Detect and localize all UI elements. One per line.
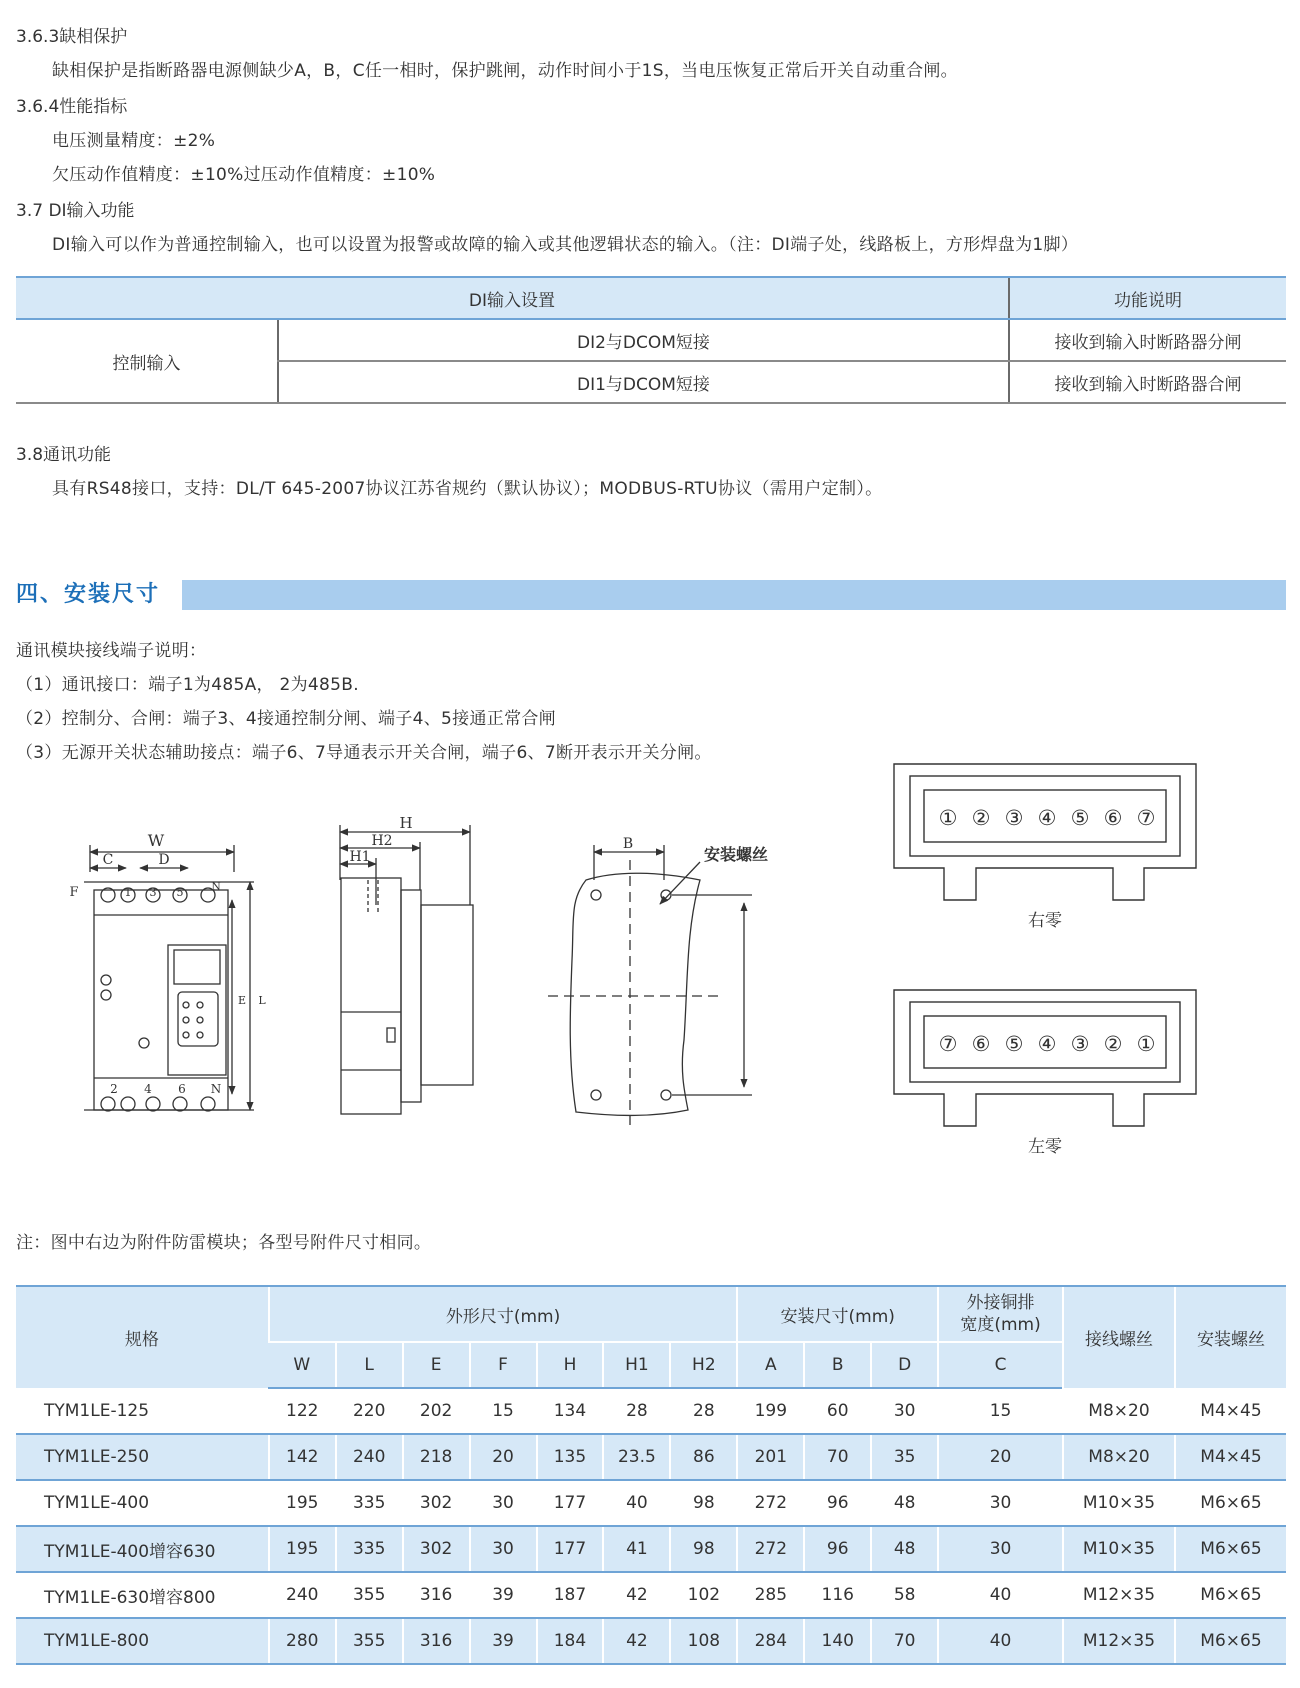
- di-setting-cell: DI1与DCOM短接: [278, 361, 1009, 403]
- heading-3-6-4: 3.6.4性能指标: [16, 97, 128, 117]
- model-cell: TYM1LE-400增容630: [16, 1526, 269, 1572]
- connector-right-zero: [894, 764, 1196, 900]
- di-input-table: [16, 276, 1286, 404]
- value-cell: 20: [470, 1434, 537, 1480]
- dim-label-f: F: [69, 885, 79, 900]
- dim-label-d: D: [158, 852, 170, 868]
- value-cell: 30: [470, 1480, 537, 1526]
- di-desc-cell: 接收到输入时断路器分闸: [1009, 319, 1286, 361]
- terminal-top-5: 5: [176, 886, 184, 899]
- front-view: [84, 845, 254, 1111]
- value-cell: 39: [470, 1618, 537, 1664]
- left-pin-1: ①: [1136, 1032, 1156, 1056]
- value-cell: M12×35: [1063, 1618, 1175, 1664]
- value-cell: 302: [403, 1526, 470, 1572]
- subheader-a: A: [737, 1342, 804, 1388]
- value-cell: 195: [269, 1526, 336, 1572]
- left-pin-2: ②: [1103, 1032, 1123, 1056]
- subheader-c: C: [938, 1342, 1063, 1388]
- value-cell: 220: [336, 1388, 403, 1434]
- value-cell: 23.5: [603, 1434, 670, 1480]
- value-cell: 98: [670, 1526, 737, 1572]
- header-busbar-line2: 宽度(mm): [960, 1315, 1041, 1335]
- value-cell: M8×20: [1063, 1388, 1175, 1434]
- di-desc-cell: 接收到输入时断路器合闸: [1009, 361, 1286, 403]
- terminal-intro: 通讯模块接线端子说明：: [16, 641, 207, 661]
- subheader-h2: H2: [670, 1342, 737, 1388]
- value-cell: 177: [537, 1526, 604, 1572]
- value-cell: 30: [938, 1480, 1063, 1526]
- subheader-w: W: [269, 1342, 336, 1388]
- paragraph-communication: 具有RS48接口，支持：DL/T 645-2007协议江苏省规约（默认协议）；MODBUS-RTU协议（需用户定制）。: [52, 479, 883, 499]
- value-cell: 30: [871, 1388, 938, 1434]
- terminal-item-2: （2）控制分、合闸：端子3、4接通控制分闸、端子4、5接通正常合闸: [16, 709, 556, 729]
- spec-table: [16, 1285, 1286, 1665]
- dim-label-w: W: [147, 831, 165, 850]
- value-cell: 35: [871, 1434, 938, 1480]
- header-install-dimensions: 安装尺寸(mm): [737, 1286, 938, 1342]
- value-cell: 272: [737, 1526, 804, 1572]
- value-cell: 355: [336, 1572, 403, 1618]
- diagram-note: 注：图中右边为附件防雷模块；各型号附件尺寸相同。: [16, 1233, 432, 1253]
- subheader-h1: H1: [603, 1342, 670, 1388]
- value-cell: 15: [470, 1388, 537, 1434]
- section-4-band: [182, 580, 1286, 610]
- left-pin-3: ③: [1070, 1032, 1090, 1056]
- value-cell: 40: [938, 1572, 1063, 1618]
- value-cell: 135: [537, 1434, 604, 1480]
- value-cell: M4×45: [1175, 1388, 1286, 1434]
- model-cell: TYM1LE-400: [16, 1480, 269, 1526]
- value-cell: 40: [603, 1480, 670, 1526]
- value-cell: 184: [537, 1618, 604, 1664]
- value-cell: 285: [737, 1572, 804, 1618]
- right-pin-4: ④: [1037, 806, 1057, 830]
- value-cell: 20: [938, 1434, 1063, 1480]
- model-cell: TYM1LE-125: [16, 1388, 269, 1434]
- voltage-accuracy: 电压测量精度：±2%: [52, 131, 216, 151]
- action-accuracy: 欠压动作值精度：±10%过压动作值精度：±10%: [52, 165, 436, 185]
- dim-label-h: H: [399, 814, 413, 832]
- table-row: [16, 1388, 1286, 1434]
- terminal-item-1: （1）通讯接口：端子1为485A， 2为485B.: [16, 675, 359, 695]
- right-pin-6: ⑥: [1103, 806, 1123, 830]
- subheader-e: E: [403, 1342, 470, 1388]
- table-row: [16, 319, 1286, 361]
- table-row: [16, 1526, 1286, 1572]
- left-pin-6: ⑥: [971, 1032, 991, 1056]
- right-pin-3: ③: [1004, 806, 1024, 830]
- model-cell: TYM1LE-250: [16, 1434, 269, 1480]
- terminal-top-n: N: [211, 880, 221, 893]
- value-cell: 202: [403, 1388, 470, 1434]
- di-col-setting-header: DI输入设置: [16, 277, 1009, 319]
- value-cell: 142: [269, 1434, 336, 1480]
- value-cell: 199: [737, 1388, 804, 1434]
- value-cell: 96: [804, 1480, 871, 1526]
- dim-label-h1: H1: [349, 849, 371, 865]
- value-cell: 48: [871, 1526, 938, 1572]
- dim-label-e: E: [237, 994, 247, 1007]
- value-cell: 240: [336, 1434, 403, 1480]
- header-wire-screw: 接线螺丝: [1063, 1286, 1175, 1388]
- value-cell: M4×45: [1175, 1434, 1286, 1480]
- value-cell: 272: [737, 1480, 804, 1526]
- di-col-function-header: 功能说明: [1009, 277, 1286, 319]
- value-cell: 40: [938, 1618, 1063, 1664]
- model-cell: TYM1LE-630增容800: [16, 1572, 269, 1618]
- value-cell: M6×65: [1175, 1618, 1286, 1664]
- value-cell: 42: [603, 1618, 670, 1664]
- value-cell: M12×35: [1063, 1572, 1175, 1618]
- value-cell: 70: [804, 1434, 871, 1480]
- table-row: [16, 1480, 1286, 1526]
- section-4-title: 四、安装尺寸: [16, 582, 161, 607]
- value-cell: 70: [871, 1618, 938, 1664]
- value-cell: 177: [537, 1480, 604, 1526]
- value-cell: 96: [804, 1526, 871, 1572]
- terminal-top-3: 3: [149, 886, 157, 899]
- header-mount-screw: 安装螺丝: [1175, 1286, 1286, 1388]
- value-cell: 60: [804, 1388, 871, 1434]
- di-group-cell: 控制输入: [16, 319, 278, 403]
- paragraph-di-input: DI输入可以作为普通控制输入，也可以设置为报警或故障的输入或其他逻辑状态的输入。（注：DI端子处，线路板上，方形焊盘为1脚）: [52, 235, 1079, 255]
- table-row: [16, 1434, 1286, 1480]
- value-cell: 39: [470, 1572, 537, 1618]
- section-4-header: [16, 578, 1286, 612]
- value-cell: M10×35: [1063, 1480, 1175, 1526]
- di-setting-cell: DI2与DCOM短接: [278, 319, 1009, 361]
- right-pin-7: ⑦: [1136, 806, 1156, 830]
- value-cell: 134: [537, 1388, 604, 1434]
- value-cell: 201: [737, 1434, 804, 1480]
- left-pin-5: ⑤: [1004, 1032, 1024, 1056]
- terminal-bottom-4: 4: [144, 1082, 152, 1096]
- connector-left-zero: [894, 990, 1196, 1126]
- value-cell: 42: [603, 1572, 670, 1618]
- table-row: [16, 1572, 1286, 1618]
- value-cell: M8×20: [1063, 1434, 1175, 1480]
- value-cell: 240: [269, 1572, 336, 1618]
- value-cell: 302: [403, 1480, 470, 1526]
- left-pin-7: ⑦: [938, 1032, 958, 1056]
- value-cell: 218: [403, 1434, 470, 1480]
- value-cell: 280: [269, 1618, 336, 1664]
- mounting-template: [548, 845, 752, 1125]
- value-cell: 187: [537, 1572, 604, 1618]
- subheader-b: B: [804, 1342, 871, 1388]
- heading-3-6-3: 3.6.3缺相保护: [16, 27, 128, 47]
- dim-label-h2: H2: [371, 833, 393, 849]
- right-pin-1: ①: [938, 806, 958, 830]
- terminal-bottom-2: 2: [110, 1082, 118, 1096]
- header-outer-dimensions: 外形尺寸(mm): [269, 1286, 738, 1342]
- header-busbar-line1: 外接铜排: [966, 1293, 1035, 1313]
- model-cell: TYM1LE-800: [16, 1618, 269, 1664]
- value-cell: 195: [269, 1480, 336, 1526]
- dim-label-b: B: [622, 836, 634, 852]
- value-cell: 15: [938, 1388, 1063, 1434]
- right-pin-5: ⑤: [1070, 806, 1090, 830]
- table-row: [16, 1618, 1286, 1664]
- installation-drawing: [0, 750, 1300, 1170]
- header-model: 规格: [16, 1286, 269, 1388]
- value-cell: 140: [804, 1618, 871, 1664]
- terminal-bottom-n: N: [210, 1082, 222, 1096]
- terminal-bottom-6: 6: [178, 1082, 186, 1096]
- value-cell: 30: [938, 1526, 1063, 1572]
- right-pin-2: ②: [971, 806, 991, 830]
- subheader-f: F: [470, 1342, 537, 1388]
- value-cell: 355: [336, 1618, 403, 1664]
- value-cell: M6×65: [1175, 1526, 1286, 1572]
- value-cell: 108: [670, 1618, 737, 1664]
- heading-3-7: 3.7 DI输入功能: [16, 201, 135, 221]
- left-zero-label: 左零: [1028, 1137, 1062, 1157]
- value-cell: 335: [336, 1526, 403, 1572]
- subheader-l: L: [336, 1342, 403, 1388]
- value-cell: M6×65: [1175, 1572, 1286, 1618]
- value-cell: 102: [670, 1572, 737, 1618]
- spec-table-body: [16, 1388, 1286, 1664]
- left-pin-4: ④: [1037, 1032, 1057, 1056]
- mount-screw-label: 安装螺丝: [704, 845, 769, 864]
- terminal-item-3: （3）无源开关状态辅助接点：端子6、7导通表示开关合闸，端子6、7断开表示开关分闸。: [16, 743, 712, 763]
- value-cell: 116: [804, 1572, 871, 1618]
- terminal-top-1: 1: [124, 886, 132, 899]
- value-cell: 122: [269, 1388, 336, 1434]
- value-cell: 98: [670, 1480, 737, 1526]
- value-cell: 316: [403, 1572, 470, 1618]
- value-cell: M6×65: [1175, 1480, 1286, 1526]
- value-cell: 48: [871, 1480, 938, 1526]
- heading-3-8: 3.8通讯功能: [16, 445, 112, 465]
- dim-label-l: L: [258, 994, 266, 1007]
- value-cell: 335: [336, 1480, 403, 1526]
- value-cell: 86: [670, 1434, 737, 1480]
- value-cell: 28: [603, 1388, 670, 1434]
- dim-label-c: C: [102, 852, 114, 868]
- header-busbar: [938, 1286, 1063, 1342]
- right-zero-label: 右零: [1028, 911, 1062, 931]
- subheader-d: D: [871, 1342, 938, 1388]
- paragraph-phase-loss: 缺相保护是指断路器电源侧缺少A，B，C任一相时，保护跳闸，动作时间小于1S，当电压恢复正常后开关自动重合闸。: [52, 61, 958, 81]
- value-cell: 30: [470, 1526, 537, 1572]
- value-cell: 58: [871, 1572, 938, 1618]
- side-view: [340, 825, 473, 1114]
- value-cell: M10×35: [1063, 1526, 1175, 1572]
- subheader-h: H: [537, 1342, 604, 1388]
- value-cell: 28: [670, 1388, 737, 1434]
- value-cell: 316: [403, 1618, 470, 1664]
- value-cell: 41: [603, 1526, 670, 1572]
- value-cell: 284: [737, 1618, 804, 1664]
